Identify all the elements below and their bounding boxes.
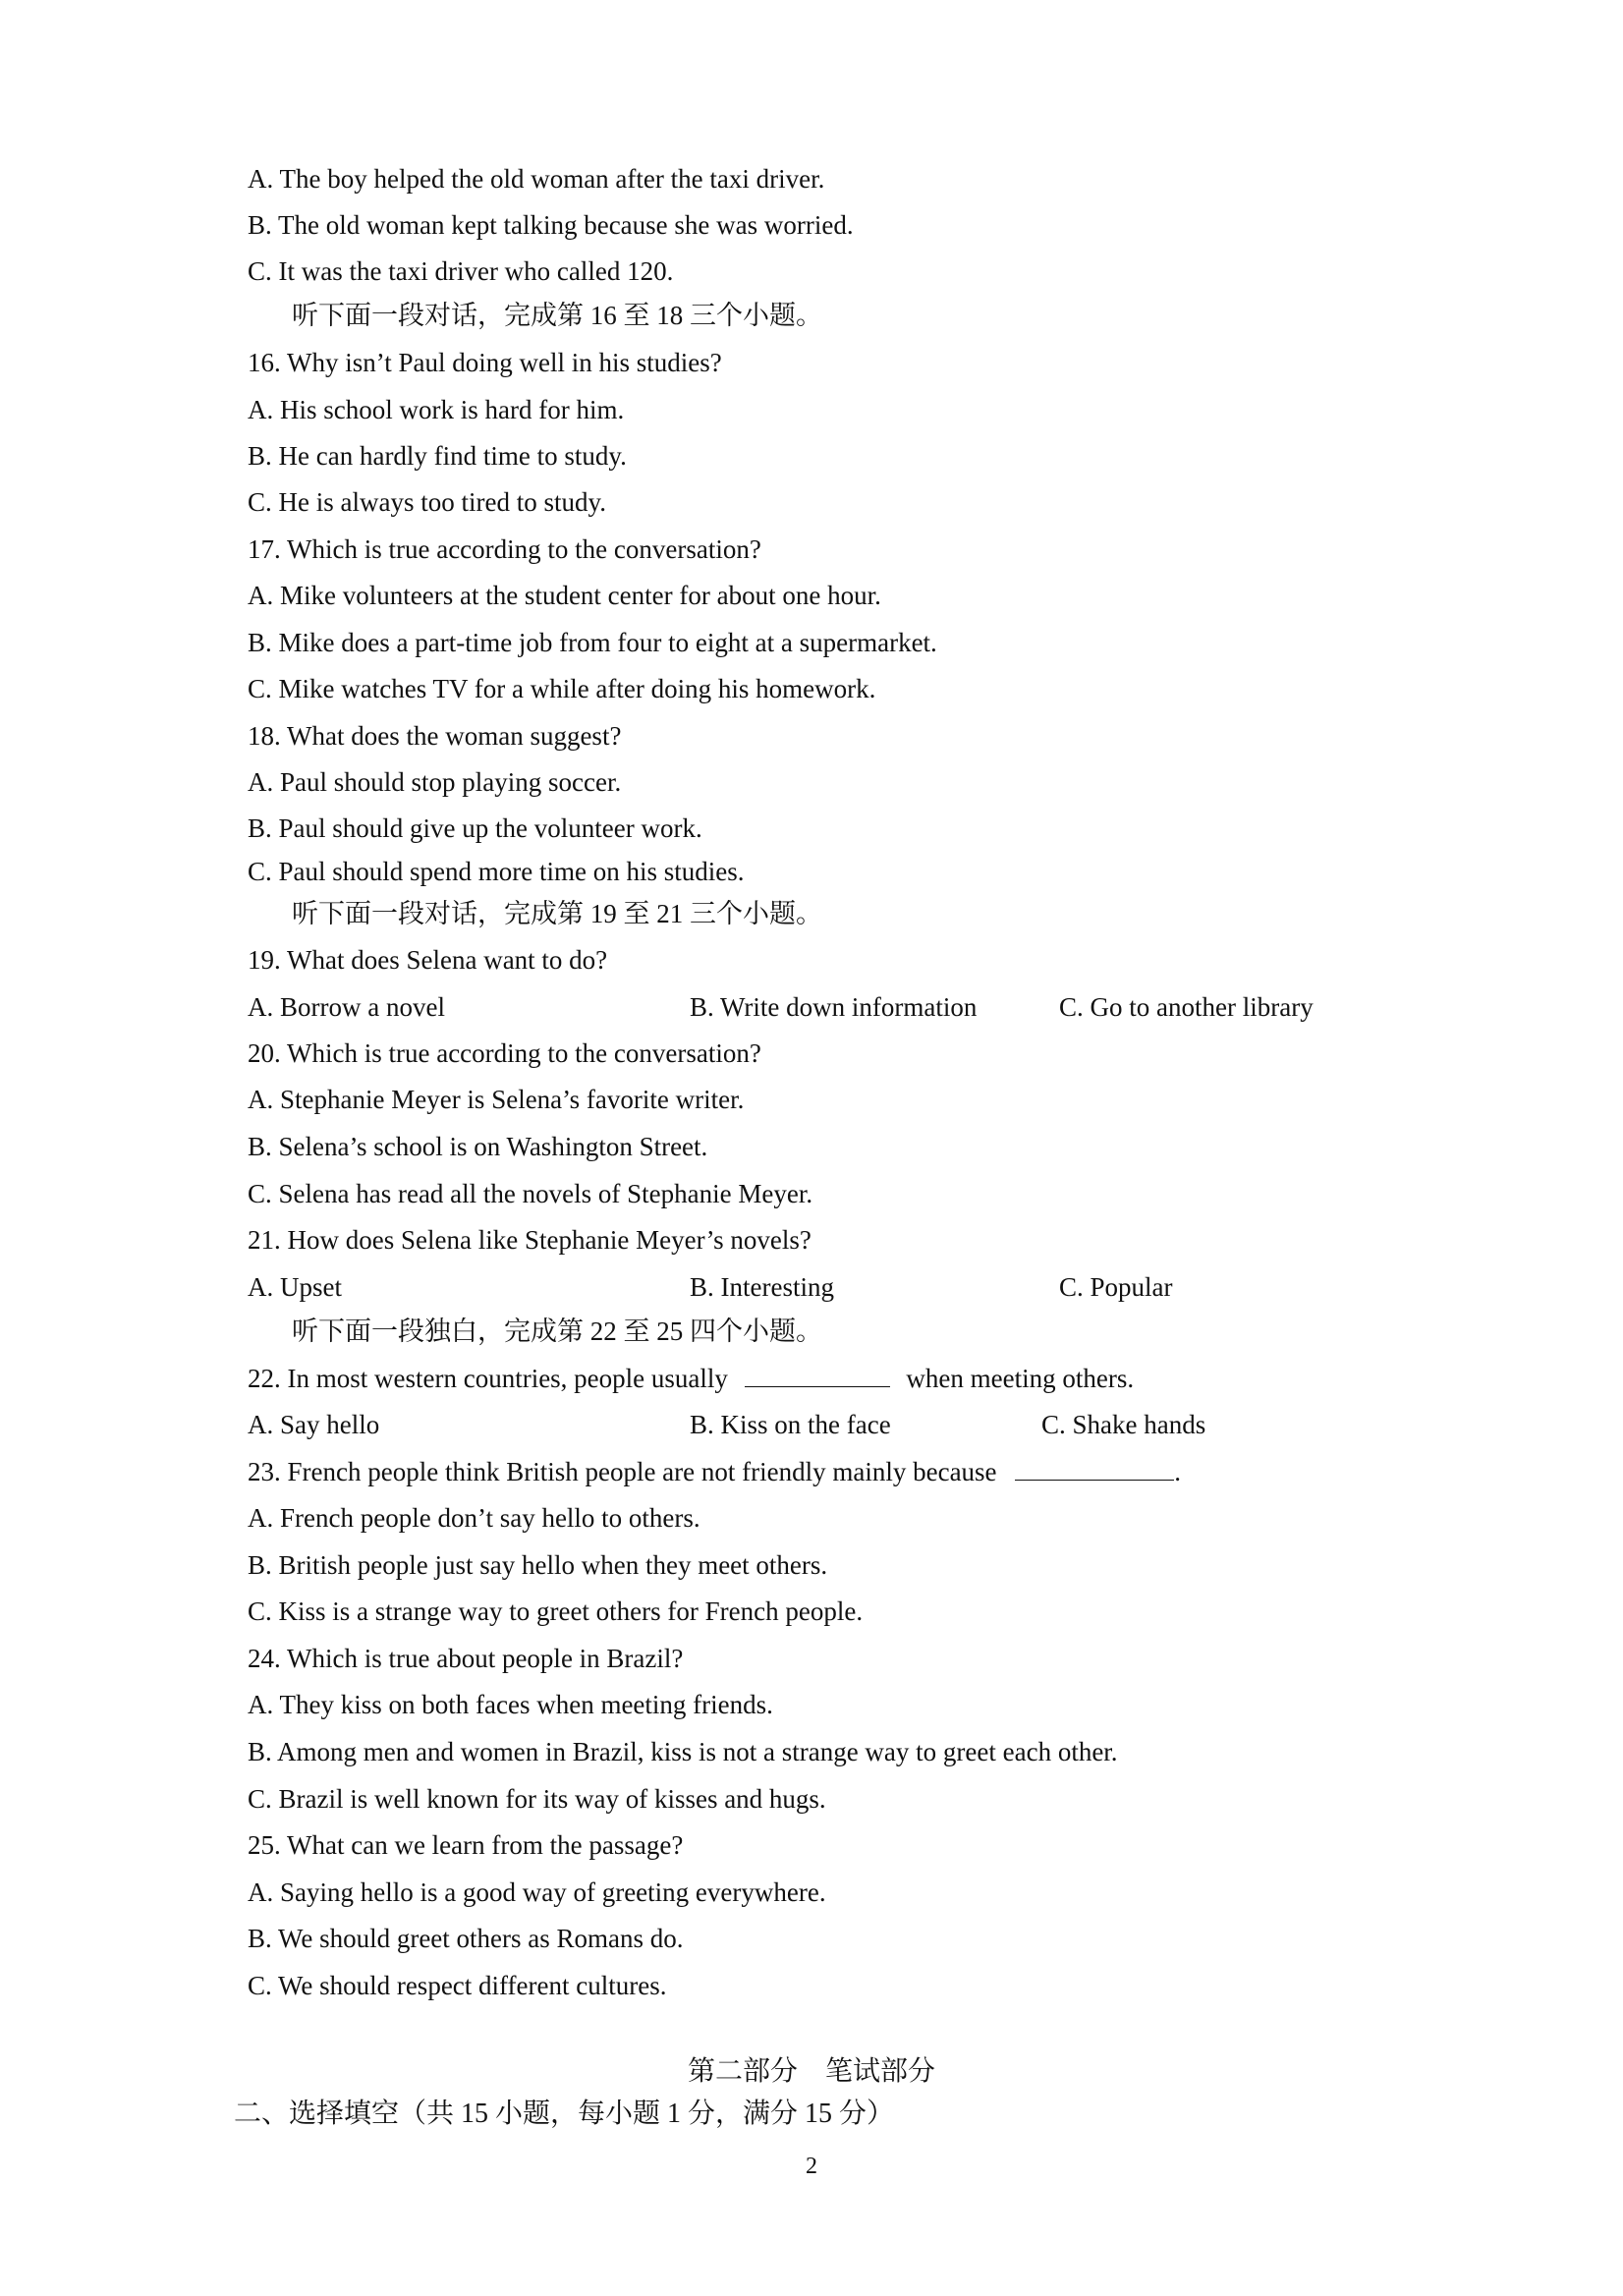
q15-option-a: A. The boy helped the old woman after the taxi driver. [248,164,825,194]
q22-option-b: B. Kiss on the face [690,1410,891,1439]
q22-options [248,1409,1427,1440]
q24-option-c: C. Brazil is well known for its way of kisses and hugs. [248,1784,826,1814]
q19-option-a: A. Borrow a novel [248,992,445,1022]
q23-option-b: B. British people just say hello when they meet others. [248,1550,828,1580]
q22-stem-pre: 22. In most western countries, people usually [248,1364,728,1393]
q23-stem-post: . [1174,1457,1182,1486]
q18-stem: 18. What does the woman suggest? [248,721,622,751]
q23-stem-pre: 23. French people think British people are not friendly mainly because [248,1457,997,1486]
q16-stem: 16. Why isn’t Paul doing well in his studies? [248,348,722,377]
q25-option-a: A. Saying hello is a good way of greeting everywhere. [248,1877,826,1907]
q23-option-a: A. French people don’t say hello to others. [248,1503,700,1533]
q22-option-a: A. Say hello [248,1410,380,1439]
q20-option-b: B. Selena’s school is on Washington Street. [248,1132,708,1161]
q25-option-b: B. We should greet others as Romans do. [248,1924,684,1953]
q18-option-b: B. Paul should give up the volunteer work. [248,813,702,843]
q17-stem: 17. Which is true according to the conversation? [248,534,761,564]
q19-stem: 19. What does Selena want to do? [248,945,608,975]
q19-options [248,991,1427,1023]
page-number: 2 [806,2154,817,2179]
q25-stem: 25. What can we learn from the passage? [248,1830,684,1860]
q22-stem-post: when meeting others. [906,1364,1135,1393]
q22-option-c: C. Shake hands [1041,1410,1206,1439]
q16-option-c: C. He is always too tired to study. [248,487,606,517]
q17-option-c: C. Mike watches TV for a while after doing his homework. [248,674,876,703]
q19-option-b: B. Write down information [690,992,978,1022]
q21-stem: 21. How does Selena like Stephanie Meyer’s novels? [248,1225,812,1255]
q16-option-b: B. He can hardly find time to study. [248,441,627,471]
q16-option-a: A. His school work is hard for him. [248,395,625,424]
q22-stem [248,1363,1427,1394]
q21-option-c: C. Popular [1059,1272,1173,1302]
instruction-16-18: 听下面一段对话，完成第 16 至 18 三个小题。 [292,301,822,330]
q19-option-c: C. Go to another library [1059,992,1314,1022]
q23-stem [248,1456,1427,1487]
part-two-heading: 第二部分 笔试部分 [687,2056,935,2087]
q20-option-a: A. Stephanie Meyer is Selena’s favorite writer. [248,1085,745,1114]
q18-option-c: C. Paul should spend more time on his studies. [248,857,745,886]
q15-option-b: B. The old woman kept talking because she was worried. [248,210,854,240]
q23-option-c: C. Kiss is a strange way to greet others for French people. [248,1596,864,1626]
q20-option-c: C. Selena has read all the novels of Stephanie Meyer. [248,1179,813,1208]
instruction-22-25: 听下面一段独白，完成第 22 至 25 四个小题。 [292,1316,822,1346]
q17-option-a: A. Mike volunteers at the student center for about one hour. [248,581,881,610]
q25-option-c: C. We should respect different cultures. [248,1971,667,2000]
q21-option-a: A. Upset [248,1272,342,1302]
q20-stem: 20. Which is true according to the conversation? [248,1038,761,1068]
q21-option-b: B. Interesting [690,1272,834,1302]
q23-answer-blank [1015,1458,1174,1481]
q17-option-b: B. Mike does a part-time job from four to eight at a supermarket. [248,628,937,657]
q24-stem: 24. Which is true about people in Brazil? [248,1644,684,1673]
instruction-19-21: 听下面一段对话，完成第 19 至 21 三个小题。 [292,899,822,928]
q18-option-a: A. Paul should stop playing soccer. [248,767,622,797]
section-two-title: 二、选择填空（共 15 小题，每小题 1 分，满分 15 分） [234,2099,895,2129]
q15-option-c: C. It was the taxi driver who called 120. [248,256,674,286]
q24-option-b: B. Among men and women in Brazil, kiss is not a strange way to greet each other. [248,1737,1118,1766]
q21-options [248,1271,1427,1303]
q24-option-a: A. They kiss on both faces when meeting friends. [248,1690,773,1719]
q22-answer-blank [745,1365,890,1387]
